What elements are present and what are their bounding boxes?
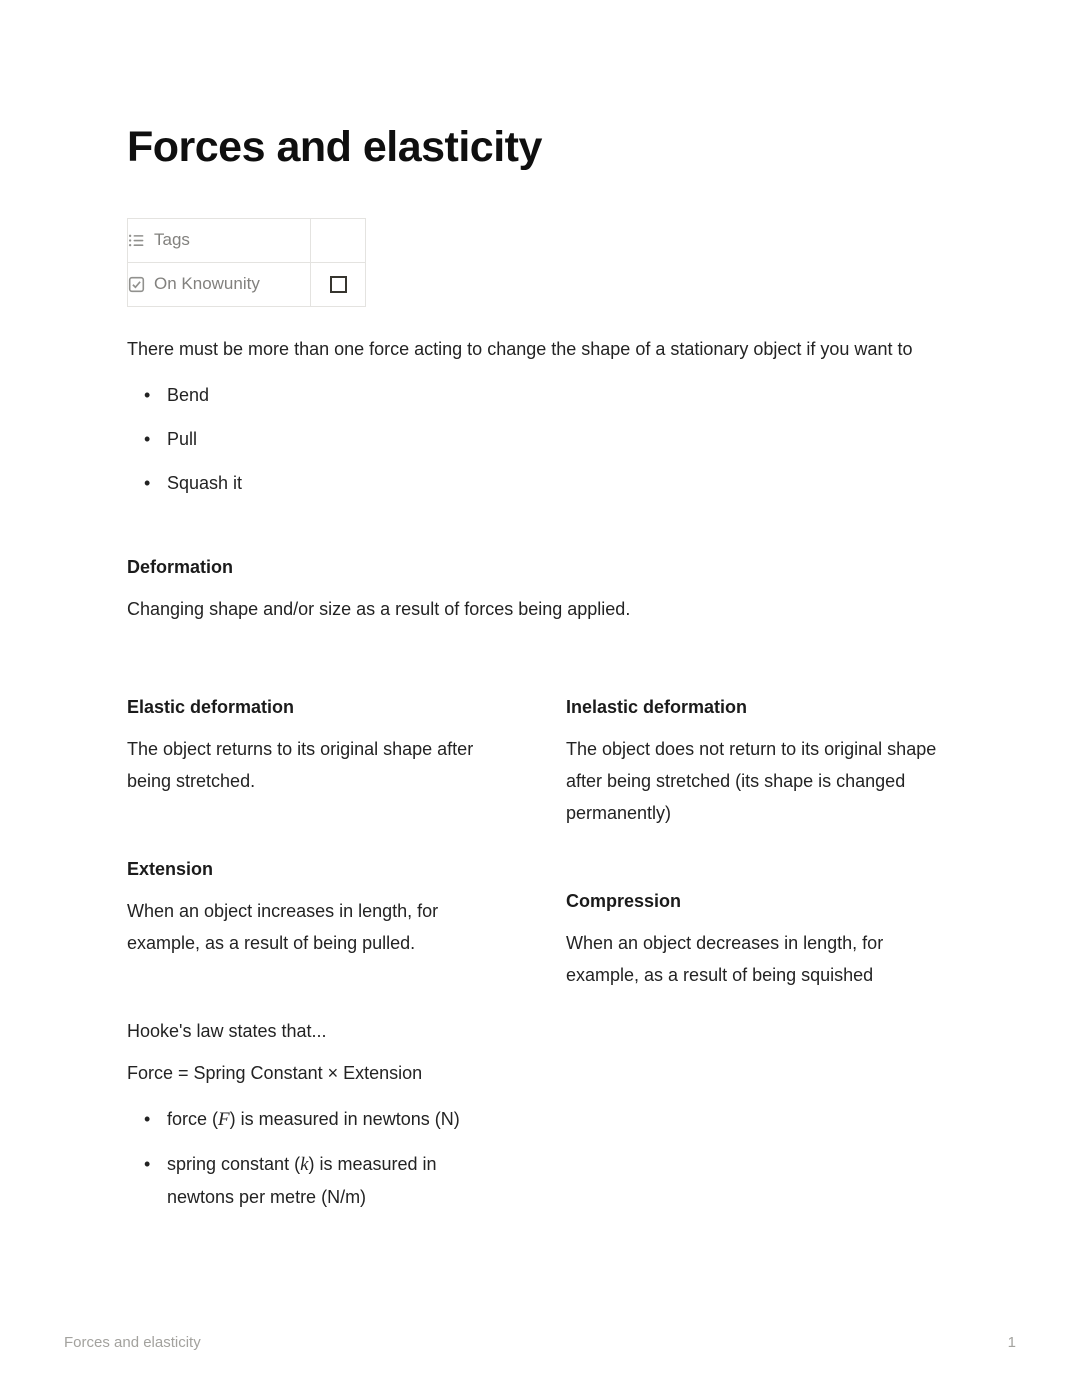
section-heading: Compression bbox=[566, 890, 682, 911]
page-footer bbox=[64, 1334, 1016, 1351]
list-item: • Squash it bbox=[127, 467, 940, 499]
footer-document-title: Forces and elasticity bbox=[64, 1334, 201, 1351]
bullet-text: spring constant ( bbox=[167, 1153, 301, 1174]
section-body: When an object decreases in length, for example, as a result of being squished bbox=[566, 932, 884, 985]
hookes-law-formula: Force = Spring Constant × Extension bbox=[127, 1062, 423, 1083]
left-column bbox=[127, 691, 501, 1213]
properties-table bbox=[127, 218, 366, 307]
list-item: • Pull bbox=[127, 423, 940, 455]
variable-symbol: F bbox=[218, 1108, 230, 1130]
checkbox-checked-icon bbox=[128, 276, 145, 293]
section-heading: Extension bbox=[127, 858, 214, 879]
section-inelastic-deformation bbox=[566, 691, 940, 829]
bullet-text: ) is measured in newtons (N) bbox=[229, 1108, 460, 1129]
section-elastic-deformation bbox=[127, 691, 501, 797]
hookes-law-bullet-list bbox=[127, 1103, 501, 1213]
bulleted-list-icon bbox=[128, 232, 145, 249]
section-heading: Elastic deformation bbox=[127, 696, 295, 717]
property-label: On Knowunity bbox=[154, 274, 260, 294]
section-body: Changing shape and/or size as a result of forces being applied. bbox=[127, 598, 631, 619]
hookes-law-intro: Hooke's law states that... bbox=[127, 1020, 327, 1041]
section-heading: Inelastic deformation bbox=[566, 696, 748, 717]
section-body: The object returns to its original shape after being stretched. bbox=[127, 738, 474, 791]
section-deformation bbox=[127, 551, 940, 625]
list-item bbox=[127, 1103, 501, 1136]
section-compression bbox=[566, 885, 940, 991]
list-item: • Bend bbox=[127, 379, 940, 411]
section-body: The object does not return to its original shape after being stretched (its shape is changed permanently) bbox=[566, 738, 937, 823]
footer-page-number: 1 bbox=[1007, 1334, 1016, 1351]
property-row-tags bbox=[128, 218, 366, 262]
property-row-knowunity bbox=[128, 262, 366, 306]
section-hookes-law bbox=[127, 1015, 501, 1213]
right-column bbox=[566, 691, 940, 1213]
bullet-text: ) is measured in newtons per metre (N/m) bbox=[167, 1153, 437, 1207]
page-title: Forces and elasticity bbox=[127, 123, 542, 171]
bullet-text: force ( bbox=[167, 1108, 219, 1129]
section-heading: Deformation bbox=[127, 556, 234, 577]
intro-paragraph: There must be more than one force acting to change the shape of a stationary object if you want to bbox=[127, 338, 913, 359]
section-extension bbox=[127, 853, 501, 959]
property-label-cell[interactable] bbox=[128, 262, 311, 306]
intro-bullet-list bbox=[127, 379, 940, 499]
variable-symbol: k bbox=[300, 1153, 309, 1175]
two-column-layout bbox=[127, 691, 940, 1213]
property-label-cell[interactable] bbox=[128, 218, 311, 262]
knowunity-checkbox-unchecked[interactable] bbox=[330, 276, 347, 293]
property-value-knowunity bbox=[311, 262, 366, 306]
property-value-tags[interactable] bbox=[311, 218, 366, 262]
list-item bbox=[127, 1148, 501, 1213]
property-label: Tags bbox=[154, 230, 190, 250]
section-body: When an object increases in length, for example, as a result of being pulled. bbox=[127, 900, 439, 953]
